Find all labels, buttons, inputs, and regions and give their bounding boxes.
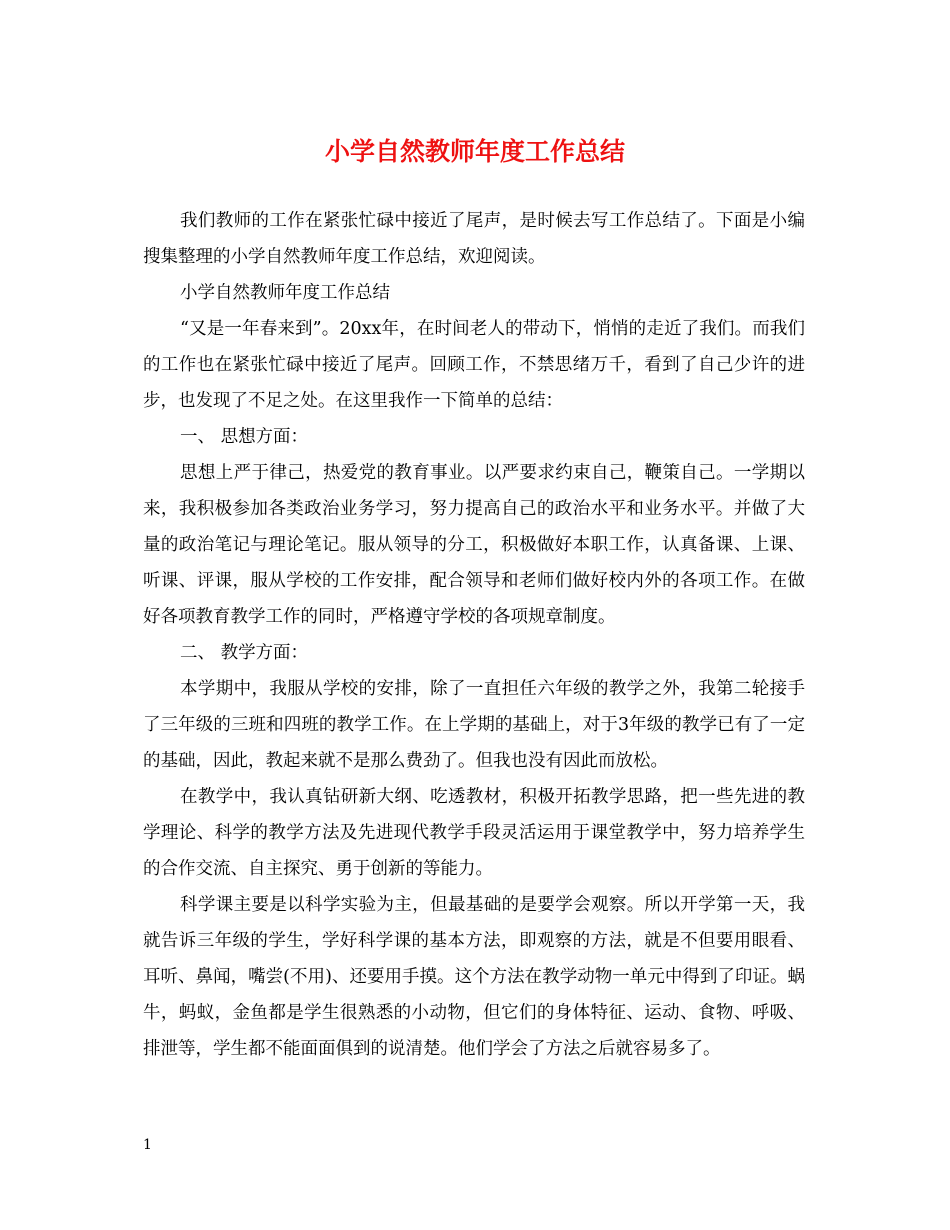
paragraph-opening: “又是一年春来到”。20xx年，在时间老人的带动下，悄悄的走近了我们。而我们的工作也在紧张忙碌中接近了尾声。回顾工作，不禁思绪万千，看到了自己少许的进步，也发现了不足之处。在这里我作一下简单的总结： — [143, 319, 805, 411]
paragraph-subtitle: 小学自然教师年度工作总结 — [180, 283, 390, 303]
section-heading-teaching: 二、 教学方面： — [180, 643, 309, 663]
document-body — [143, 203, 805, 1067]
paragraph-thought: 思想上严于律己，热爱党的教育事业。以严要求约束自己，鞭策自己。一学期以来，我积极参加各类政治业务学习，努力提高自己的政治水平和业务水平。并做了大量的政治笔记与理论笔记。服从领导的分工，积极做好本职工作，认真备课、上课、听课、评课，服从学校的工作安排，配合领导和老师们做好校内外的各项工作。在做好各项教育教学工作的同时，严格遵守学校的各项规章制度。 — [143, 463, 805, 627]
paragraph-intro: 我们教师的工作在紧张忙碌中接近了尾声，是时候去写工作总结了。下面是小编搜集整理的小学自然教师年度工作总结，欢迎阅读。 — [143, 211, 805, 267]
paragraph-teaching-3: 科学课主要是以科学实验为主，但最基础的是要学会观察。所以开学第一天，我就告诉三年级的学生，学好科学课的基本方法，即观察的方法，就是不但要用眼看、耳听、鼻闻，嘴尝(不用)、还要用手摸。这个方法在教学动物一单元中得到了印证。蜗牛，蚂蚁，金鱼都是学生很熟悉的小动物，但它们的身体特征、运动、食物、呼吸、排泄等，学生都不能面面俱到的说清楚。他们学会了方法之后就容易多了。 — [143, 895, 805, 1059]
paragraph-teaching-2: 在教学中，我认真钻研新大纲、吃透教材，积极开拓教学思路，把一些先进的教学理论、科学的教学方法及先进现代教学手段灵活运用于课堂教学中，努力培养学生的合作交流、自主探究、勇于创新的等能力。 — [143, 787, 805, 879]
document-title: 小学自然教师年度工作总结 — [324, 137, 625, 166]
page-number: 1 — [143, 1137, 152, 1153]
paragraph-teaching-1: 本学期中，我服从学校的安排，除了一直担任六年级的教学之外，我第二轮接手了三年级的三班和四班的教学工作。在上学期的基础上，对于3年级的教学已有了一定的基础，因此，教起来就不是那么费劲了。但我也没有因此而放松。 — [143, 679, 805, 771]
section-heading-thought: 一、 思想方面： — [180, 427, 309, 447]
